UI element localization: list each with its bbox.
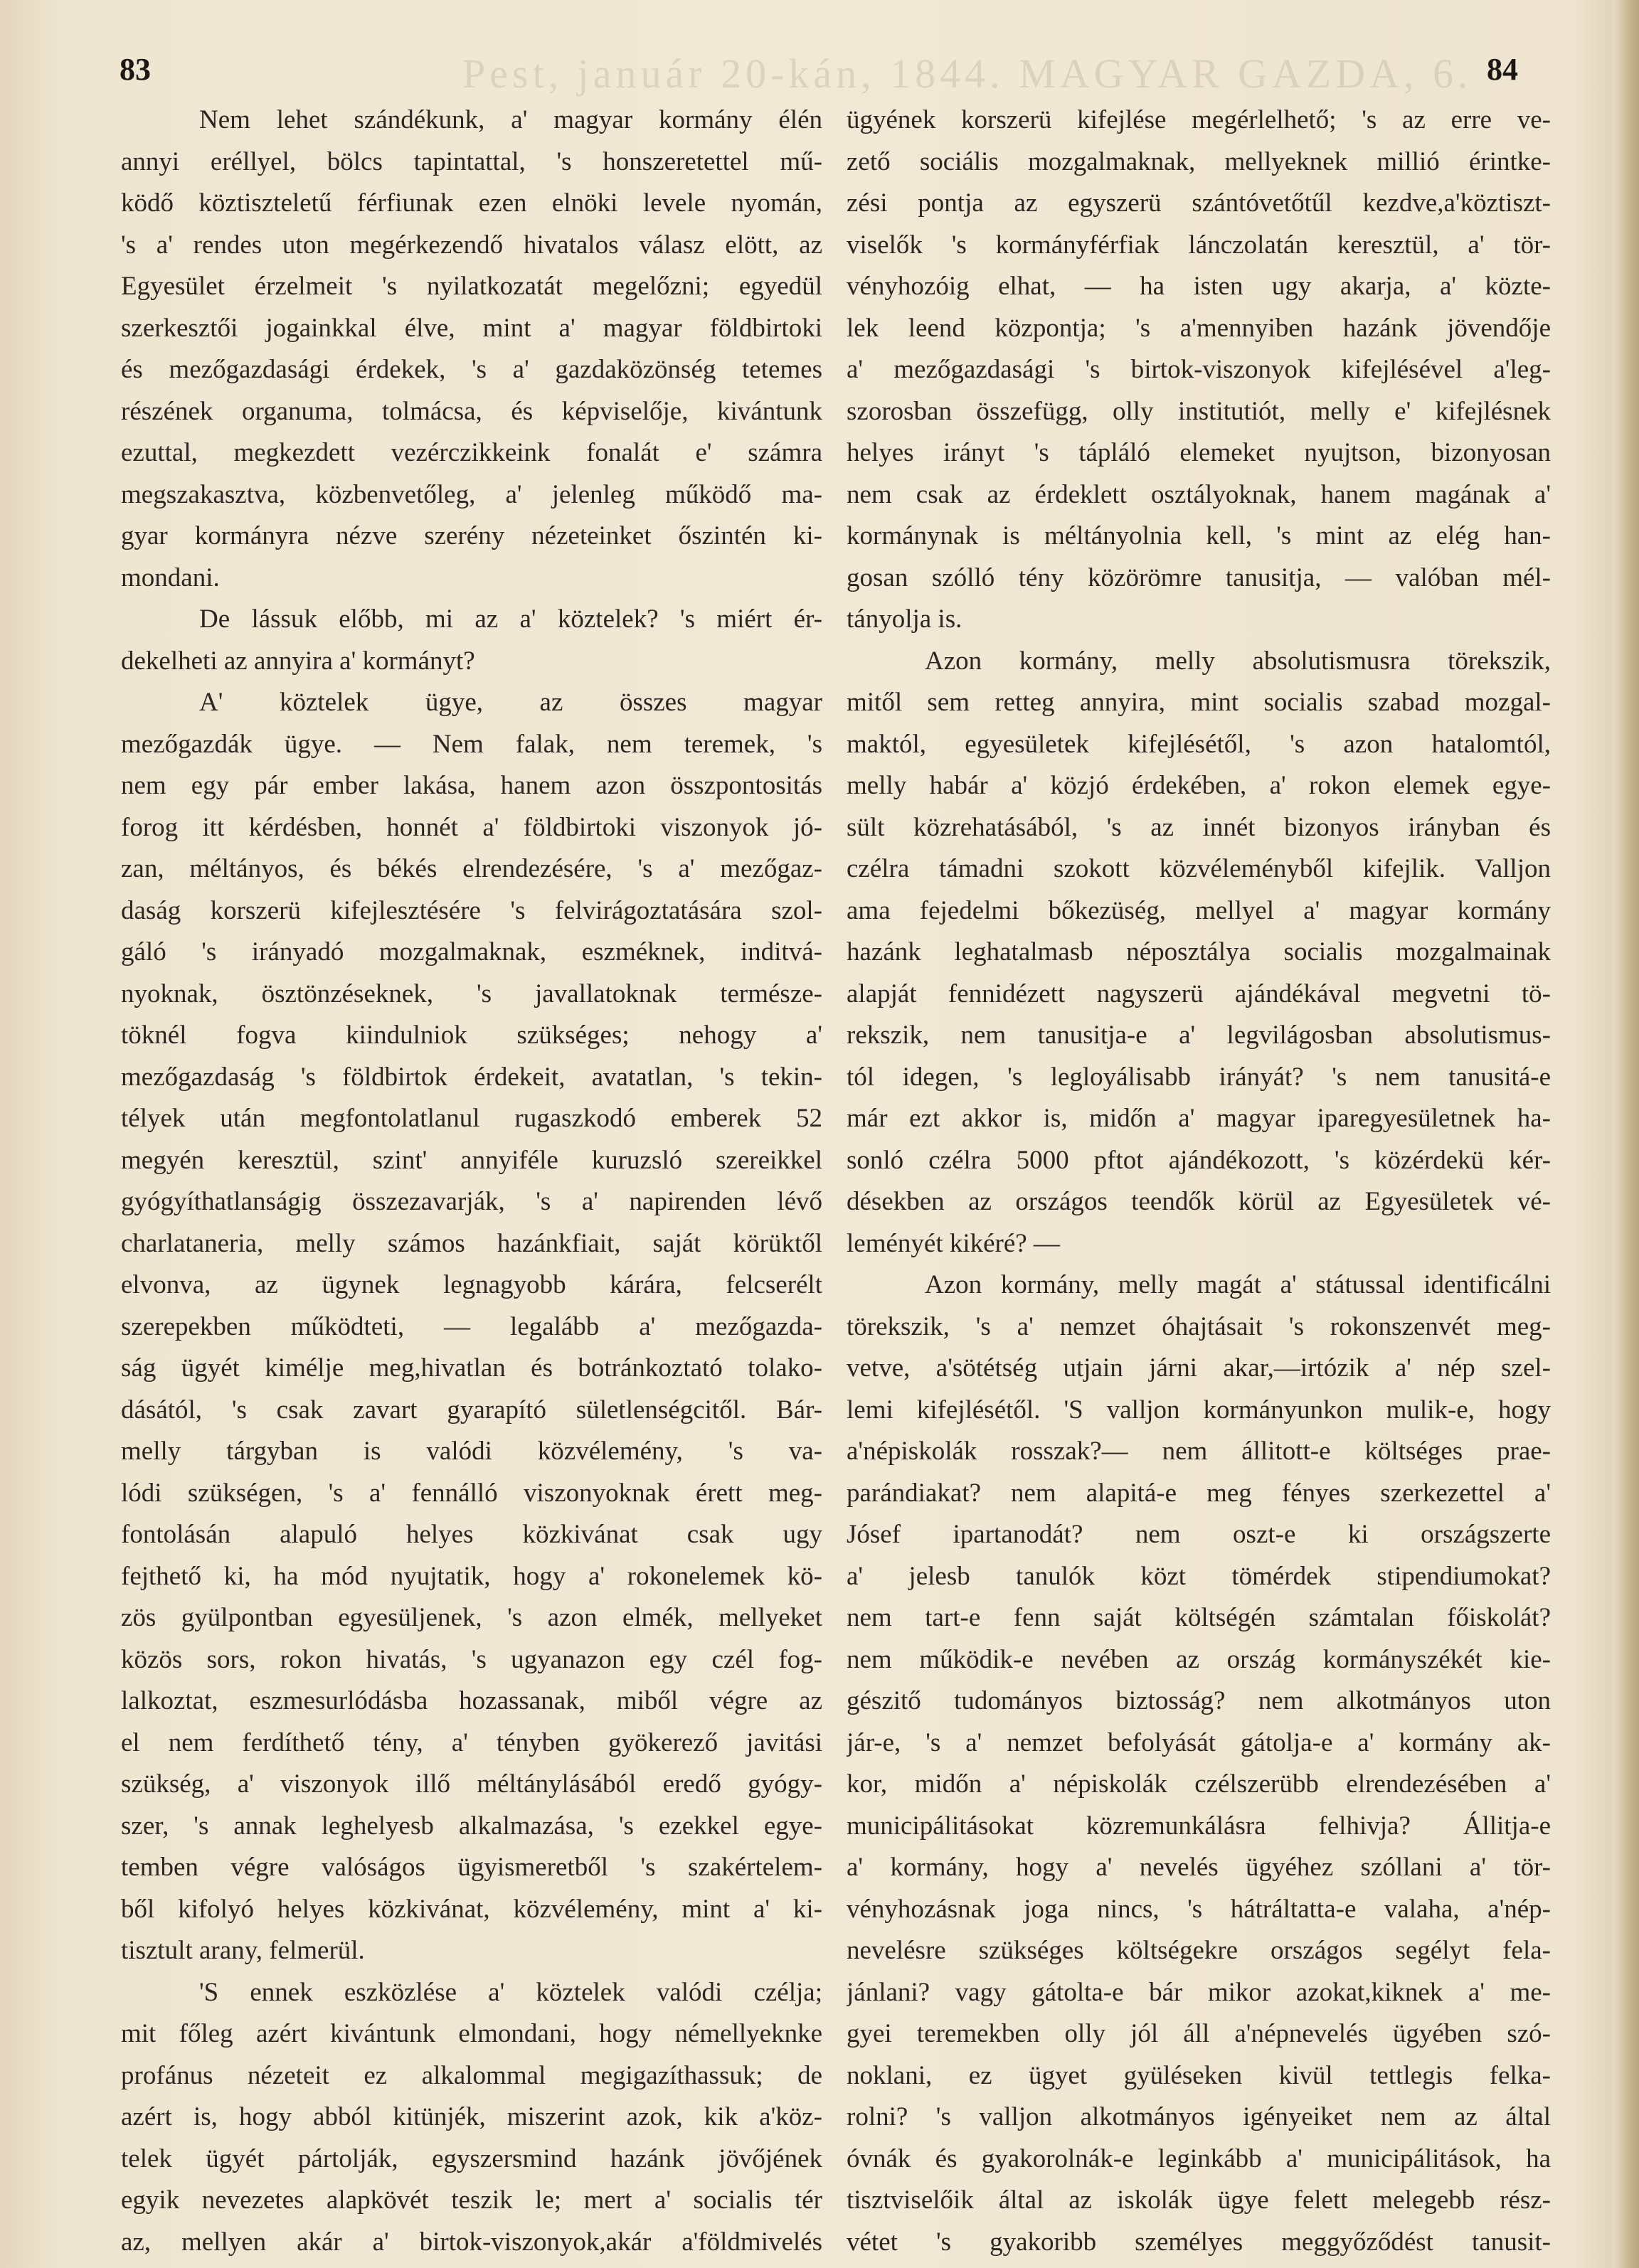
text-line: désekben az országos teendők körül az Egyesületek vé- — [847, 1187, 1551, 1216]
text-line: gyógyíthatlanságig összezavarják, 's a' napirenden lévő — [121, 1187, 822, 1216]
text-line: Jósef ipartanodát? nem oszt-e ki országszerte — [847, 1520, 1551, 1549]
text-line: zös gyülpontban egyesüljenek, 's azon elmék, mellyeket — [121, 1603, 822, 1632]
page-number-right: 84 — [1487, 52, 1518, 87]
text-line: 's a' rendes uton megérkezendő hivatalos válasz elött, az — [121, 230, 822, 260]
text-line: szükség, a' viszonyok illő méltánylásából eredő gyógy- — [121, 1769, 822, 1799]
text-line: nem csak az érdeklett osztályoknak, hanem magának a' — [847, 479, 1551, 509]
text-line: tányolja is. — [847, 605, 962, 634]
text-line: tól idegen, 's legloyálisabb irányát? 's nem tanusitá-e — [847, 1062, 1551, 1092]
text-line: gáló 's irányadó mozgalmaknak, eszméknek, inditvá- — [121, 937, 822, 967]
text-line: helyes irányt 's tápláló elemeket nyujtson, bizonyosan — [847, 438, 1551, 467]
page-number-left: 83 — [120, 52, 151, 87]
text-line: vényhozóig elhat, — ha isten ugy akarja, a' közte- — [847, 272, 1551, 301]
text-line: fontolásán alapuló helyes közkivánat csak ugy — [121, 1520, 822, 1549]
text-line: egyik nevezetes alapkövét teszik le; mert a' socialis tér — [121, 2186, 822, 2215]
text-line: viselők 's kormányférfiak lánczolatán keresztül, a' tör- — [847, 230, 1551, 260]
text-line: az, mellyen akár a' birtok-viszonyok,akár a'földmivelés — [121, 2227, 822, 2257]
text-line: el nem ferdíthető tény, a' tényben gyökerező javitási — [121, 1727, 822, 1757]
text-line: nyoknak, ösztönzéseknek, 's javallatoknak természe- — [121, 979, 822, 1008]
text-line: alapját fennidézett nagyszerü ajándékával megvetni tö- — [847, 979, 1551, 1008]
text-line: nem egy pár ember lakása, hanem azon összpontositás — [121, 771, 822, 800]
text-line: vétet 's gyakoribb személyes meggyőződést tanusit- — [847, 2227, 1551, 2257]
text-line: czélra támadni szokott közvéleményből kifejlik. Valljon — [847, 854, 1551, 883]
text-line: annyi eréllyel, bölcs tapintattal, 's honszeretettel mű- — [121, 147, 822, 176]
text-line: tisztult arany, felmerül. — [121, 1936, 365, 1965]
text-line: már ezt akkor is, midőn a' magyar iparegyesületnek ha- — [847, 1104, 1551, 1133]
text-line: mezőgazdaság 's földbirtok érdekeit, avatatlan, 's tekin- — [121, 1062, 822, 1092]
text-line: a'népiskolák rosszak?— nem állitott-e költséges prae- — [847, 1437, 1551, 1466]
text-line: gészitő tudományos biztosság? nem alkotmányos uton — [847, 1686, 1551, 1715]
text-line: vetve, a'sötétség utjain járni akar,—irtózik a' nép szel- — [847, 1353, 1551, 1383]
text-line: ből kifolyó helyes közkivánat, közvélemény, mint a' ki- — [121, 1894, 822, 1924]
text-line: charlataneria, melly számos hazánkfiait, saját körüktől — [121, 1228, 822, 1258]
text-line: a' jelesb tanulók közt tömérdek stipendiumokat? — [847, 1561, 1551, 1591]
text-line: Azon kormány, melly magát a' státussal identificálni — [925, 1270, 1551, 1299]
text-line: telek ügyét pártolják, egyszersmind hazánk jövőjének — [121, 2144, 822, 2173]
text-line: rolni? 's valljon alkotmányos igényeiket nem az által — [847, 2102, 1551, 2131]
text-line: mondani. — [121, 563, 220, 592]
text-line: töknél fogva kiindulniok szükséges; nehogy a' — [121, 1021, 822, 1050]
text-line: mezőgazdák ügye. — Nem falak, nem teremek, 's — [121, 729, 822, 759]
text-line: a' mezőgazdasági 's birtok-viszonyok kifejlésével a'leg- — [847, 355, 1551, 384]
text-line: tisztviselőik által az iskolák ügye felett melegebb rész- — [847, 2186, 1551, 2215]
text-line: részének organuma, tolmácsa, és képviselője, kivántunk — [121, 396, 822, 426]
text-line: szerepekben működteti, — legalább a' mezőgazda- — [121, 1311, 822, 1341]
text-line: noklani, ez ügyet gyüléseken kivül tettlegis felka- — [847, 2060, 1551, 2090]
text-line: a' kormány, hogy a' nevelés ügyéhez szóllani a' tör- — [847, 1853, 1551, 1882]
text-line: ság ügyét kimélje meg,hivatlan és botránkoztató tolako- — [121, 1353, 822, 1383]
text-line: óvnák és gyakorolnák-e leginkább a' municipálitások, ha — [847, 2144, 1551, 2173]
text-line: parándiakat? nem alapitá-e meg fényes szerkezettel a' — [847, 1478, 1551, 1508]
text-line: azért is, hogy abból kitünjék, miszerint azok, kik a'köz- — [121, 2102, 822, 2131]
right-column — [847, 100, 1551, 2263]
text-line: télyek után megfontolatlanul rugaszkodó emberek 52 — [121, 1104, 822, 1133]
text-line: hazánk leghatalmasb néposztálya socialis mozgalmainak — [847, 937, 1551, 967]
text-line: 'S ennek eszközlése a' köztelek valódi czélja; — [199, 1977, 822, 2007]
text-line: elvonva, az ügynek legnagyobb kárára, felcserélt — [121, 1270, 822, 1299]
text-line: Egyesület érzelmeit 's nyilatkozatát megelőzni; egyedül — [121, 272, 822, 301]
text-line: nem működik-e nevében az ország kormányszékét kie- — [847, 1644, 1551, 1674]
text-line: gosan szólló tény közörömre tanusitja, — valóban mél- — [847, 563, 1551, 592]
text-line: dekelheti az annyira a' kormányt? — [121, 646, 475, 676]
text-line: nem tart-e fenn saját költségén számtalan főiskolát? — [847, 1603, 1551, 1632]
text-line: maktól, egyesületek kifejlésétől, 's azon hatalomtól, — [847, 729, 1551, 759]
text-line: közös sors, rokon hivatás, 's ugyanazon egy czél fog- — [121, 1644, 822, 1674]
text-line: fejthető ki, ha mód nyujtatik, hogy a' rokonelemek kö- — [121, 1561, 822, 1591]
text-line: municipálitásokat közremunkálásra felhivja? Állitja-e — [847, 1811, 1551, 1841]
text-line: profánus nézeteit ez alkalommal megigazíthassuk; de — [121, 2060, 822, 2090]
text-line: Nem lehet szándékunk, a' magyar kormány élén — [199, 105, 822, 134]
text-line: leményét kikéré? — — [847, 1228, 1060, 1258]
text-line: megszakasztva, közbenvetőleg, a' jelenleg működő ma- — [121, 479, 822, 509]
text-line: rekszik, nem tanusitja-e a' legvilágosban absolutismus- — [847, 1021, 1551, 1050]
text-line: mit főleg azért kivántunk elmondani, hogy némellyeknke — [121, 2019, 822, 2048]
bleed-through-header: Pest, január 20-kán, 1844. MAGYAR GAZDA, 6. — [462, 50, 1473, 97]
text-line: és mezőgazdasági érdekek, 's a' gazdaközönség tetemes — [121, 355, 822, 384]
text-line: ama fejedelmi bőkezüség, mellyel a' magyar kormány — [847, 895, 1551, 925]
text-line: jánlani? vagy gátolta-e bár mikor azokat,kiknek a' me- — [847, 1977, 1551, 2007]
text-line: mitől sem retteg annyira, mint socialis szabad mozgal- — [847, 688, 1551, 717]
text-line: zési pontja az egyszerü szántóvetőtűl kezdve,a'köztiszt- — [847, 188, 1551, 218]
text-line: forog itt kérdésben, honnét a' földbirtoki viszonyok jó- — [121, 812, 822, 842]
text-line: lalkoztat, eszmesurlódásba hozassanak, miből végre az — [121, 1686, 822, 1715]
text-line: megyén keresztül, szint' annyiféle kuruzsló szereikkel — [121, 1145, 822, 1175]
page-edge — [1612, 0, 1639, 2268]
text-line: kor, midőn a' népiskolák czélszerübb elrendezésében a' — [847, 1769, 1551, 1799]
text-line: zető sociális mozgalmaknak, mellyeknek millió érintke- — [847, 147, 1551, 176]
text-line: temben végre valóságos ügyismeretből 's szakértelem- — [121, 1853, 822, 1882]
text-line: daság korszerü kifejlesztésére 's felvirágoztatására szol- — [121, 895, 822, 925]
left-column — [121, 100, 822, 2263]
text-line: törekszik, 's a' nemzet óhajtásait 's rokonszenvét meg- — [847, 1311, 1551, 1341]
text-line: nevelésre szükséges költségekre országos segélyt fela- — [847, 1936, 1551, 1965]
text-line: lemi kifejlésétől. 'S valljon kormányunkon mulik-e, hogy — [847, 1395, 1551, 1425]
text-line: sonló czélra 5000 pftot ajándékozott, 's közérdekü kér- — [847, 1145, 1551, 1175]
text-line: szerkesztői jogainkkal élve, mint a' magyar földbirtoki — [121, 313, 822, 343]
text-line: gyei teremekben olly jól áll a'népnevelés ügyében szó- — [847, 2019, 1551, 2048]
text-line: lek leend központja; 's a'mennyiben hazánk jövendője — [847, 313, 1551, 343]
text-line: lódi szükségen, 's a' fennálló viszonyoknak érett meg- — [121, 1478, 822, 1508]
text-line: szorosban összefügg, olly institutiót, melly e' kifejlésnek — [847, 396, 1551, 426]
text-line: sült közrehatásából, 's az innét bizonyos irányban és — [847, 812, 1551, 842]
text-line: melly tárgyban is valódi közvélemény, 's va- — [121, 1437, 822, 1466]
text-line: szer, 's annak leghelyesb alkalmazása, 's ezekkel egye- — [121, 1811, 822, 1841]
text-line: ügyének korszerü kifejlése megérlelhető; 's az erre ve- — [847, 105, 1551, 134]
text-line: vényhozásnak joga nincs, 's hátráltatta-e valaha, a'nép- — [847, 1894, 1551, 1924]
text-line: ködő köztiszteletű férfiunak ezen elnöki levele nyomán, — [121, 188, 822, 218]
text-line: Azon kormány, melly absolutismusra törekszik, — [925, 646, 1551, 676]
text-line: A' köztelek ügye, az összes magyar — [199, 688, 822, 717]
text-line: melly habár a' közjó érdekében, a' rokon elemek egye- — [847, 771, 1551, 800]
text-line: gyar kormányra nézve szerény nézeteinket őszintén ki- — [121, 521, 822, 550]
text-line: dásától, 's csak zavart gyarapító sületlenségcitől. Bár- — [121, 1395, 822, 1425]
text-line: zan, méltányos, és békés elrendezésére, 's a' mezőgaz- — [121, 854, 822, 883]
text-line: kormánynak is méltányolnia kell, 's mint az elég han- — [847, 521, 1551, 550]
text-line: jár-e, 's a' nemzet befolyását gátolja-e a' kormány ak- — [847, 1727, 1551, 1757]
text-line: De lássuk előbb, mi az a' köztelek? 's miért ér- — [199, 605, 822, 634]
text-line: ezuttal, megkezdett vezérczikkeink fonalát e' számra — [121, 438, 822, 467]
